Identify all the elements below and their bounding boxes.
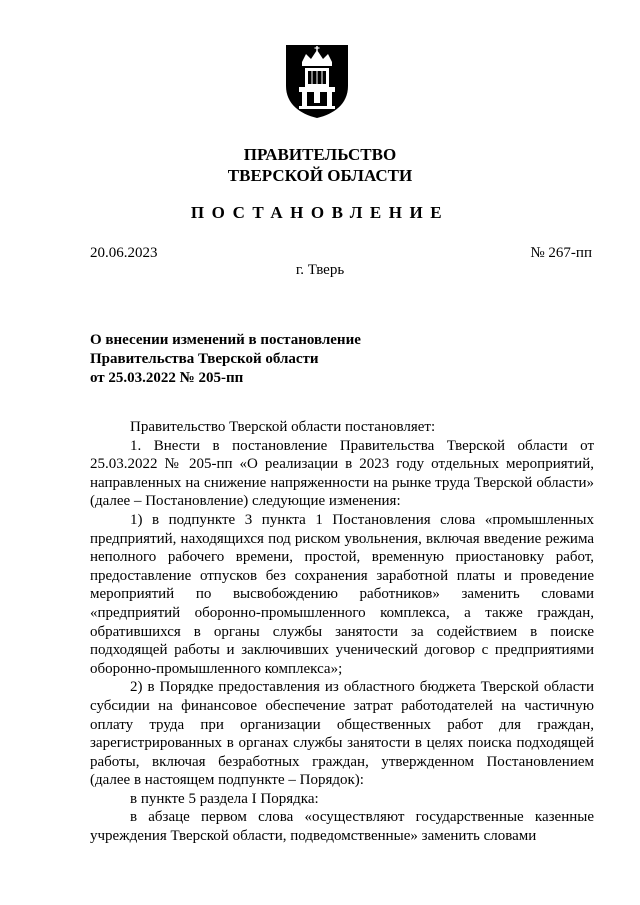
org-name-line1: ПРАВИТЕЛЬСТВО [243, 145, 397, 164]
tver-coat-of-arms-icon [282, 42, 352, 120]
paragraph-abzac-1: в абзаце первом слова «осуществляют государственные казенные учреждения Тверской области, подведомственные» заменить словами [90, 809, 594, 845]
paragraph-preamble: Правительство Тверской области постановляет: [130, 419, 436, 435]
paragraph-item-1: 1. Внести в постановление Правительства Тверской области от 25.03.2022 № 205-пп «О реализации в 2023 году отдельных мероприятий, направленных на снижение напряженности на рынке труда Тверской области» (далее – Постановление) следующие изменения: [90, 437, 594, 510]
paragraph-section-5: в пункте 5 раздела I Порядка: [130, 790, 319, 807]
subject-line2: Правительства Тверской области [90, 351, 319, 367]
document-date: 20.06.2023 [90, 245, 158, 261]
paragraph-subitem-1: 1) в подпункте 3 пункта 1 Постановления слова «промышленных предприятий, находящихся под риском увольнения, включая введение режима неполного рабочего времени, простой, временную приостановку работ, предоставление отпусков без сохранения заработной платы и проведение мероприятий по высвобождению работников» заменить словами «предприятий оборонно-промышленного комплекса, а также граждан, обратившихся в органы службы занятости за содействием в поиске подходящей работы и заключивших ученический договор с предприятиями оборонно-промышленного комплекса»; [90, 511, 594, 677]
paragraph-subitem-2: 2) в Порядке предоставления из областного бюджета Тверской области субсидии на финансовое обеспечение затрат работодателей на частичную оплату труда при организации общественных работ для граждан, зарегистрированных в органах службы занятости в целях поиска подходящей работы, включая безработных граждан, утвержденном Постановлением (далее в настоящем подпункте – Порядок): [90, 679, 594, 789]
document-body [90, 418, 594, 846]
document-subject [90, 331, 361, 388]
subject-line3: от 25.03.2022 № 205-пп [90, 370, 244, 386]
document-city: г. Тверь [295, 262, 345, 278]
document-type: ПОСТАНОВЛЕНИЕ [190, 203, 450, 222]
document-number: № 267-пп [530, 245, 592, 261]
org-name-line2: ТВЕРСКОЙ ОБЛАСТИ [227, 166, 413, 185]
subject-line1: О внесении изменений в постановление [90, 332, 361, 348]
